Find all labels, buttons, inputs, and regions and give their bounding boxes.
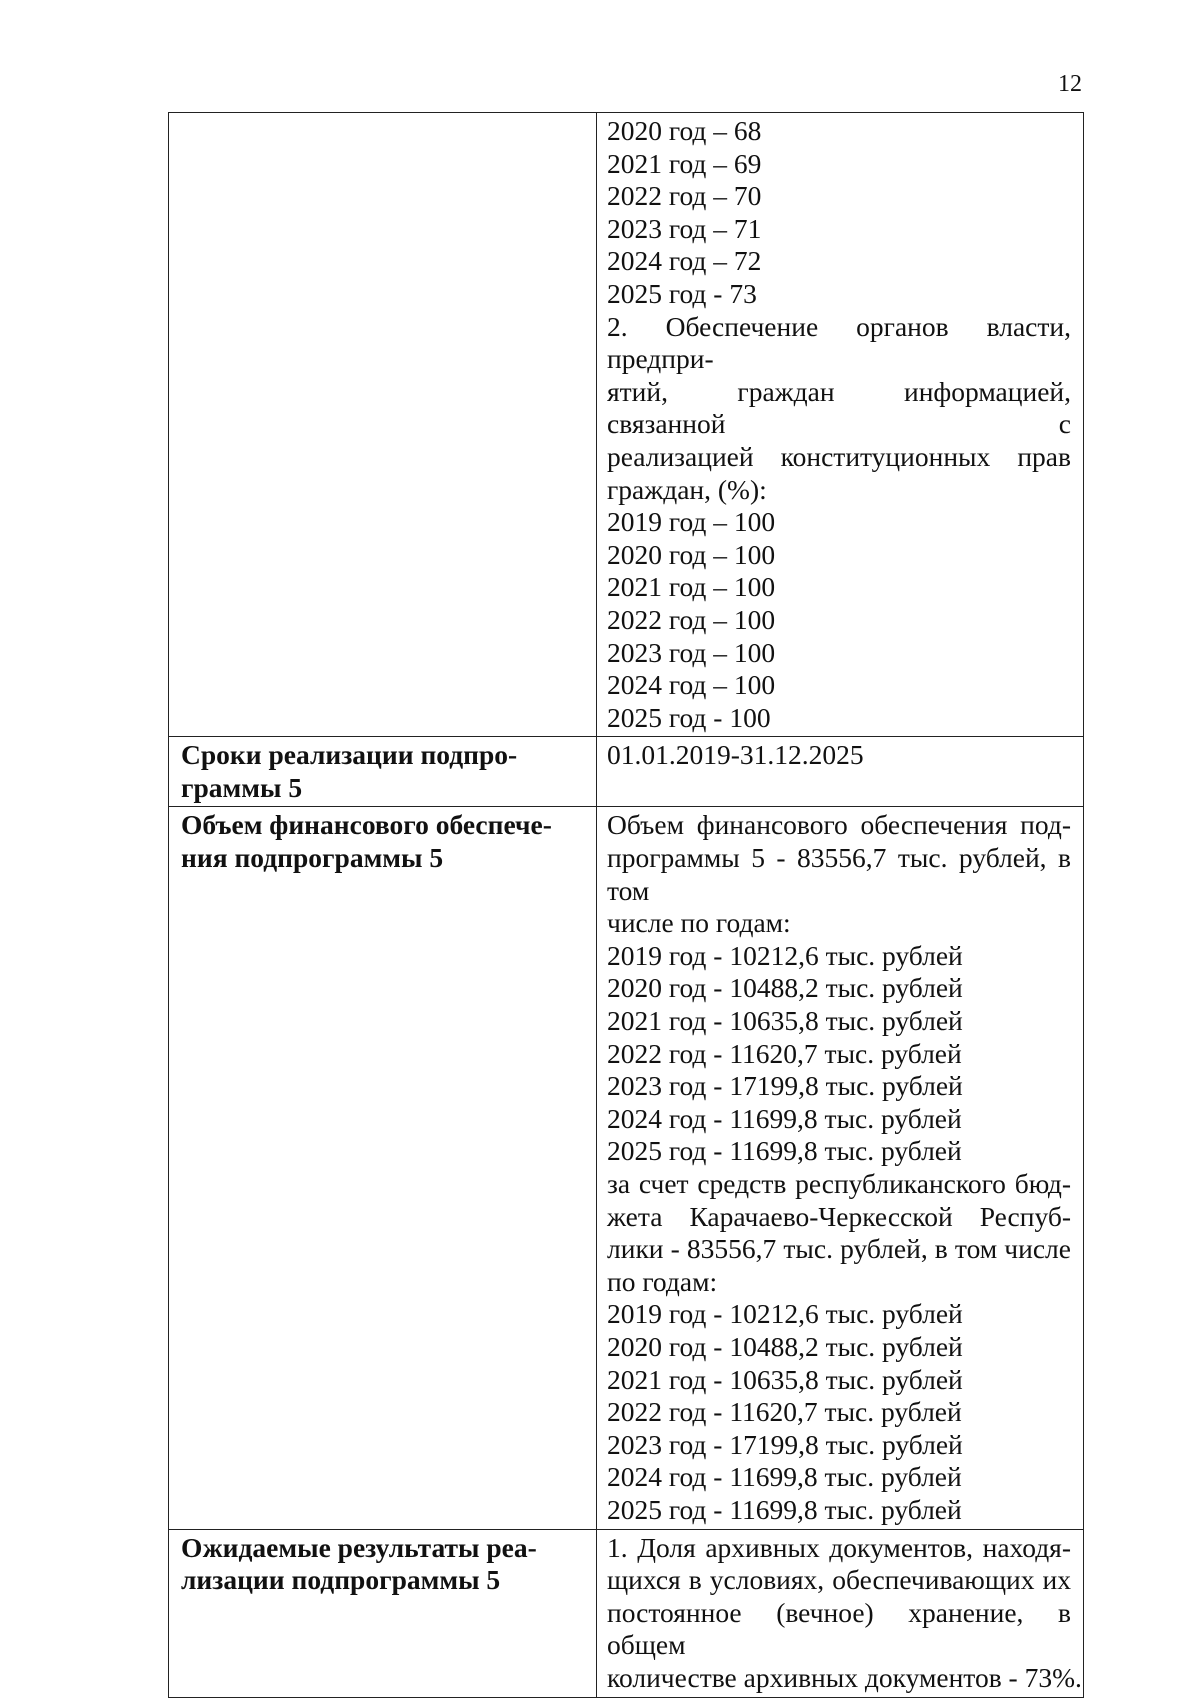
table-row-financing [169,807,1084,1529]
label-cell-expected-results [169,1529,597,1697]
republic-year-line: 2023 год - 17199,8 тыс. рублей [607,1428,963,1460]
republic-year-line: 2020 год - 10488,2 тыс. рублей [607,1330,963,1362]
subprogram-passport-table [168,112,1084,1698]
value-cell-financing [597,807,1084,1529]
financing-intro-line: программы 5 - 83556,7 тыс. рублей, в том [607,842,1071,906]
table-row-indicators [169,113,1084,737]
financing-intro-line: числе по годам: [607,907,791,939]
expected-result-line: 1. Доля архивных документов, находя- [607,1531,1071,1563]
value-cell-expected-results [597,1529,1084,1697]
label-line: лизации подпрограммы 5 [181,1564,501,1596]
label-line: граммы 5 [181,771,303,803]
republic-year-line: 2019 год - 10212,6 тыс. рублей [607,1298,963,1330]
indicator-1-year-line: 2023 год – 71 [607,212,762,244]
indicator-2-year-line: 2019 год – 100 [607,506,776,538]
label-cell-timeframe [169,737,597,807]
indicator-2-heading-line: ятий, граждан информацией, связанной с [607,375,1071,440]
republic-budget-line: по годам: [607,1265,718,1297]
table-row-timeframe [169,737,1084,807]
republic-budget-line: жета Карачаево-Черкесской Респуб- [607,1200,1071,1232]
label-line: Объем финансового обеспече- [181,809,552,841]
financing-year-line: 2022 год - 11620,7 тыс. рублей [607,1037,962,1069]
indicator-1-year-line: 2024 год – 72 [607,245,762,277]
label-line: Сроки реализации подпро- [181,739,518,771]
indicator-2-heading-line: граждан, (%): [607,473,767,505]
financing-year-line: 2019 год - 10212,6 тыс. рублей [607,939,963,971]
financing-year-line: 2021 год - 10635,8 тыс. рублей [607,1005,963,1037]
indicator-1-year-line: 2022 год – 70 [607,180,762,212]
expected-result-line: количестве архивных документов - 73%. [607,1661,1082,1693]
republic-budget-line: за счет средств республиканского бюд- [607,1168,1071,1199]
financing-year-line: 2023 год - 17199,8 тыс. рублей [607,1070,963,1102]
indicator-1-year-line: 2020 год – 68 [607,115,762,146]
financing-year-line: 2024 год - 11699,8 тыс. рублей [607,1102,962,1134]
label-line: ния подпрограммы 5 [181,842,444,874]
republic-budget-line: лики - 83556,7 тыс. рублей, в том числе [607,1233,1071,1265]
financing-year-line: 2020 год - 10488,2 тыс. рублей [607,972,963,1004]
indicator-2-year-line: 2020 год – 100 [607,538,776,570]
republic-year-line: 2024 год - 11699,8 тыс. рублей [607,1461,962,1493]
indicator-2-heading-line: 2. Обеспечение органов власти, предпри- [607,310,1071,375]
republic-year-line: 2021 год - 10635,8 тыс. рублей [607,1363,963,1395]
republic-year-line: 2022 год - 11620,7 тыс. рублей [607,1396,962,1428]
expected-result-line: постоянное (вечное) хранение, в общем [607,1596,1071,1661]
expected-result-line: щихся в условиях, обеспечивающих их [607,1564,1071,1596]
financing-intro-line: Объем финансового обеспечения под- [607,809,1071,841]
label-cell-empty [169,113,597,737]
indicator-2-year-line: 2022 год – 100 [607,603,776,635]
table-row-expected-results [169,1529,1084,1697]
indicator-2-year-line: 2021 год – 100 [607,571,776,603]
indicator-2-heading-line: реализацией конституционных прав [607,440,1071,472]
indicator-2-year-line: 2025 год - 100 [607,701,771,733]
indicator-1-year-line: 2025 год - 73 [607,277,757,309]
label-line: Ожидаемые результаты реа- [181,1531,537,1563]
indicator-1-year-line: 2021 год – 69 [607,147,762,179]
timeframe-value: 01.01.2019-31.12.2025 [607,739,864,771]
value-cell-timeframe [597,737,1084,807]
indicator-2-year-line: 2023 год – 100 [607,636,776,668]
financing-year-line: 2025 год - 11699,8 тыс. рублей [607,1135,962,1167]
value-cell-indicators [597,113,1084,737]
page-number: 12 [1058,71,1082,97]
indicator-2-year-line: 2024 год – 100 [607,669,776,701]
republic-year-line: 2025 год - 11699,8 тыс. рублей [607,1493,962,1525]
label-cell-financing [169,807,597,1529]
